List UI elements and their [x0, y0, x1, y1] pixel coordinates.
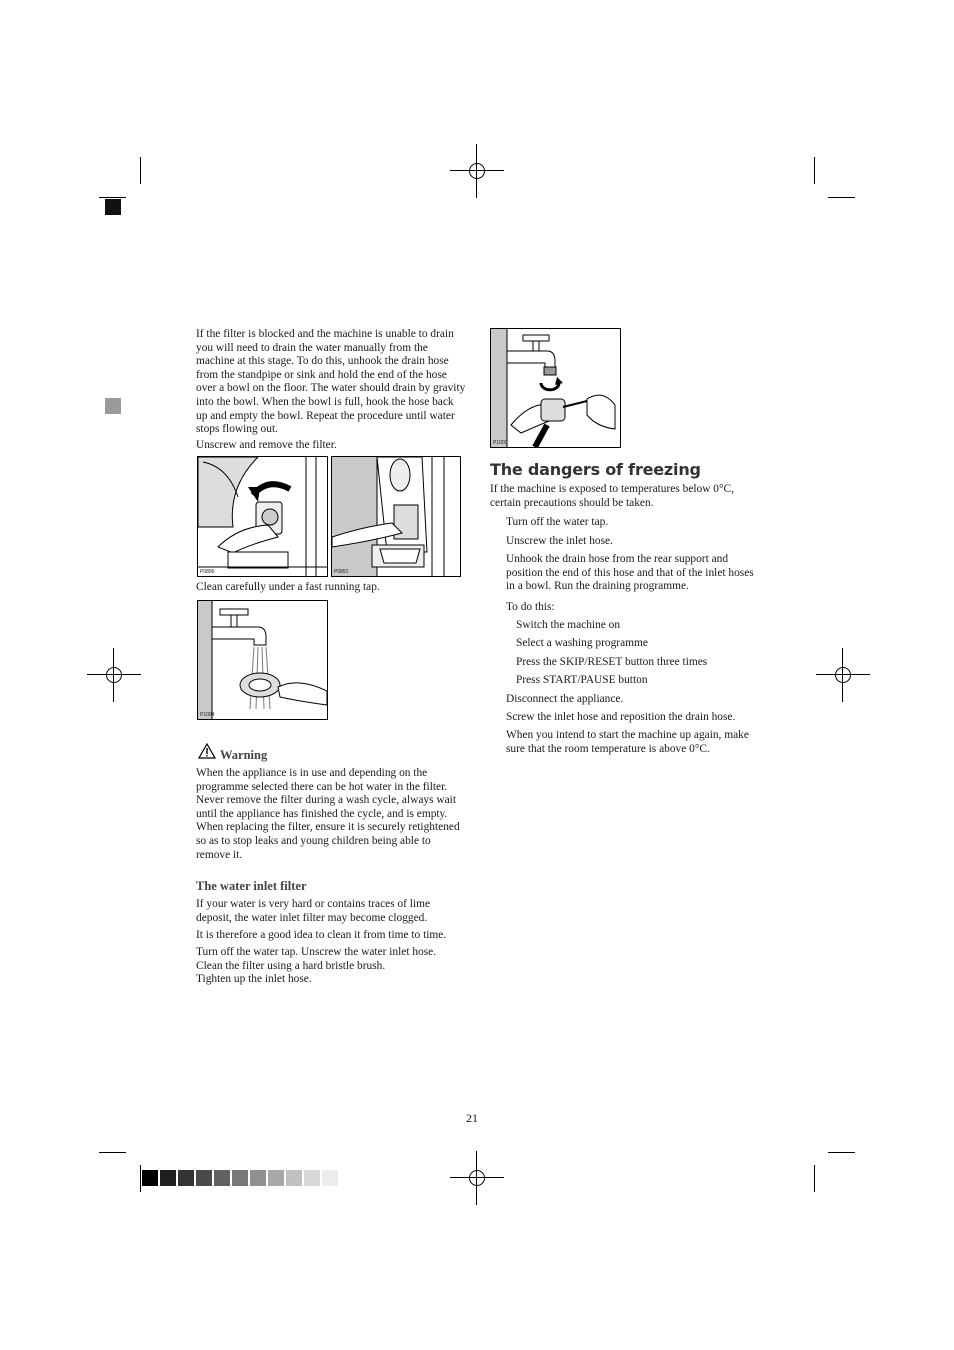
inlet-filter-p2: It is therefore a good idea to clean it from time to time.	[196, 929, 447, 941]
warning-text: When the appliance is in use and depending on the programme selected there can be hot water in the filter. Never remove the filter during a wash cycle, always wait until the appliance has finished the cycle, and is empty. When replacing the filter, ensure it is securely retightened so as to stop leaks and young children being able to remove it.	[196, 767, 460, 861]
warning-heading: Warning	[220, 748, 268, 762]
inlet-filter-p3-line2: Clean the filter using a hard bristle brush.	[196, 960, 386, 972]
inlet-filter-p3-line1: Turn off the water tap. Unscrew the water inlet hose.	[196, 946, 437, 958]
registration-mark	[828, 660, 858, 690]
grey-swatch	[250, 1170, 266, 1186]
crop-mark	[828, 1152, 855, 1153]
registration-mark	[99, 660, 129, 690]
clean-tap-text: Clean carefully under a fast running tap.	[196, 581, 380, 593]
page-number: 21	[466, 1111, 478, 1125]
freezing-step-1: Turn off the water tap.	[506, 516, 609, 528]
figure-code: P0891	[334, 569, 349, 575]
grey-swatch	[142, 1170, 158, 1186]
freezing-heading: The dangers of freezing	[490, 460, 701, 479]
freezing-substep-4: Press START/PAUSE button	[516, 674, 648, 686]
grey-swatch	[196, 1170, 212, 1186]
inlet-filter-p3-line3: Tighten up the inlet hose.	[196, 973, 312, 985]
grey-swatch	[232, 1170, 248, 1186]
crop-mark	[140, 1165, 141, 1192]
crop-mark	[99, 1152, 126, 1153]
freezing-step-3: Unhook the drain hose from the rear support and position the end of this hose and that of the inlet hoses in a bowl. Run the draining programme.	[506, 553, 754, 593]
unscrew-filter-text: Unscrew and remove the filter.	[196, 439, 337, 451]
crop-mark	[814, 157, 815, 184]
freezing-after-3: When you intend to start the machine up again, make sure that the room temperature is above 0°C.	[506, 729, 749, 755]
grey-swatch	[214, 1170, 230, 1186]
black-section-marker	[105, 199, 121, 215]
crop-mark	[828, 197, 855, 198]
figure-code: P1004	[200, 712, 215, 718]
freezing-substep-2: Select a washing programme	[516, 637, 648, 649]
figure-remove-filter	[331, 456, 461, 577]
figure-unscrew-filter	[197, 456, 328, 577]
inlet-filter-heading: The water inlet filter	[196, 879, 307, 893]
freezing-intro: If the machine is exposed to temperatures below 0°C, certain precautions should be taken.	[490, 483, 735, 509]
freezing-substep-1: Switch the machine on	[516, 619, 621, 631]
figure-code: P0890	[200, 569, 215, 575]
grey-swatch	[304, 1170, 320, 1186]
grey-swatch	[160, 1170, 176, 1186]
figure-clean-under-tap	[197, 600, 328, 720]
freezing-step-4: To do this:	[506, 601, 555, 613]
figure-inlet-hose-brush	[490, 328, 621, 448]
crop-mark	[99, 197, 126, 198]
freezing-step-2: Unscrew the inlet hose.	[506, 535, 613, 547]
freezing-substep-3: Press the SKIP/RESET button three times	[516, 656, 708, 668]
drain-paragraph: If the filter is blocked and the machine is unable to drain you will need to drain the water manually from the machine at this stage. To do this, unhook the drain hose from the standpipe or sink and hold the end of the hose over a bowl on the floor. The water should drain by gravity into the bowl. When the bowl is full, hook the hose back up and empty the bowl. Repeat the procedure until water stops flowing out.	[196, 328, 466, 436]
grey-swatch	[322, 1170, 338, 1186]
registration-mark	[462, 156, 492, 186]
grey-swatch	[178, 1170, 194, 1186]
grey-swatch	[286, 1170, 302, 1186]
grey-swatch	[268, 1170, 284, 1186]
grey-section-marker	[105, 398, 121, 414]
crop-mark	[140, 157, 141, 184]
registration-mark	[462, 1163, 492, 1193]
warning-triangle-icon	[198, 743, 216, 759]
crop-mark	[814, 1165, 815, 1192]
figure-code: P1000	[493, 440, 508, 446]
freezing-after-2: Screw the inlet hose and reposition the drain hose.	[506, 711, 736, 723]
inlet-filter-p1: If your water is very hard or contains traces of lime deposit, the water inlet filter may become clogged.	[196, 898, 431, 924]
freezing-after-1: Disconnect the appliance.	[506, 693, 624, 705]
